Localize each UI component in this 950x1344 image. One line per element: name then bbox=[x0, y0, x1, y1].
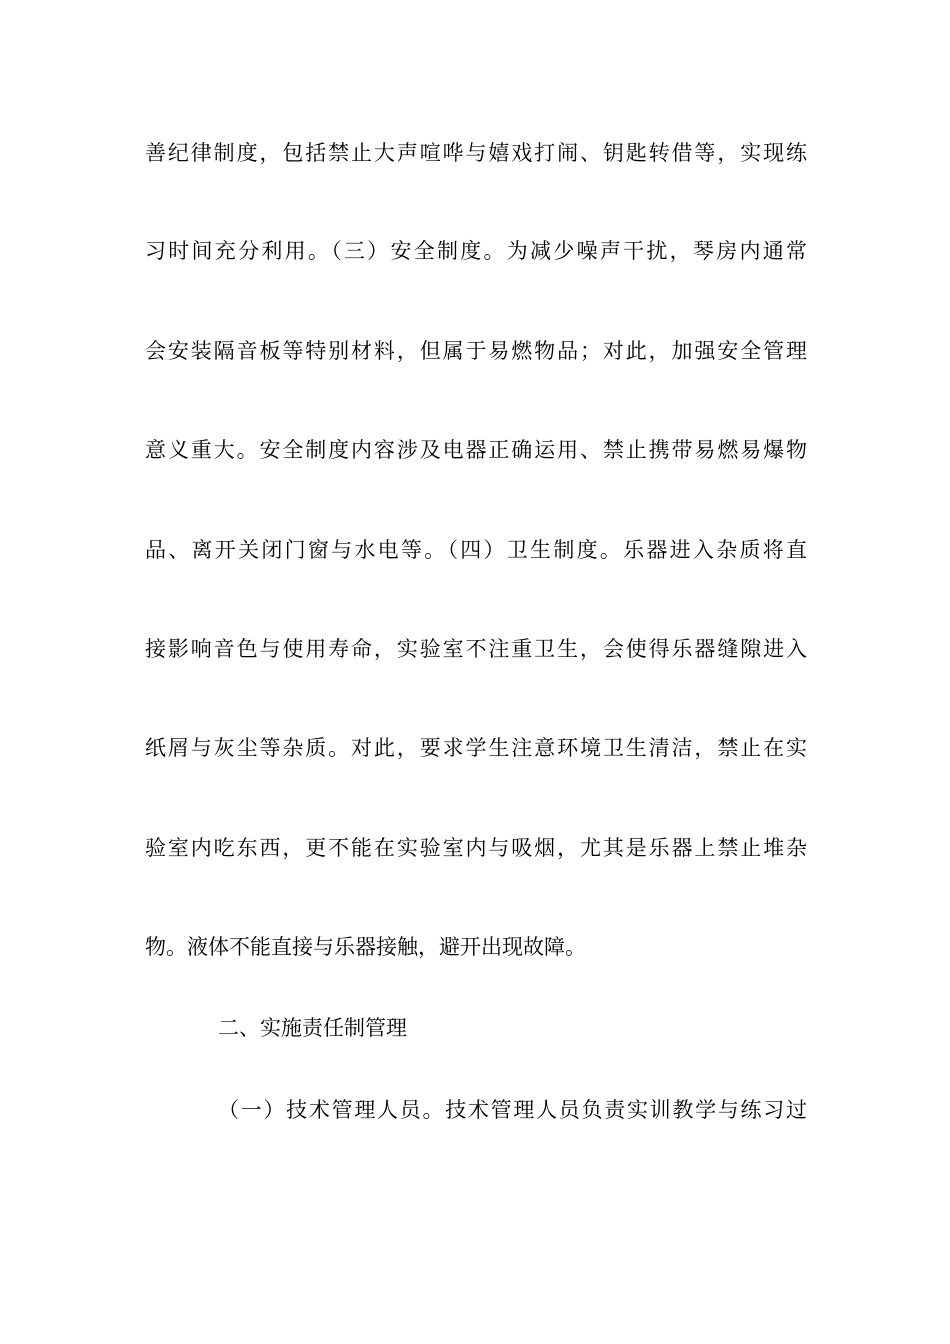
paragraph-line: 会安装隔音板等特别材料，但属于易燃物品；对此，加强安全管理 bbox=[145, 339, 807, 363]
paragraph-line: 品、离开关闭门窗与水电等。（四）卫生制度。乐器进入杂质将直 bbox=[145, 538, 807, 562]
paragraph-line-last: 物。液体不能直接与乐器接触，避开出现故障。 bbox=[145, 935, 586, 959]
paragraph-line: 意义重大。安全制度内容涉及电器正确运用、禁止携带易燃易爆物 bbox=[145, 438, 807, 462]
paragraph-line: 习时间充分利用。（三）安全制度。为减少噪声干扰，琴房内通常 bbox=[145, 239, 807, 263]
section-heading: 二、实施责任制管理 bbox=[218, 1016, 407, 1040]
subsection-line: （一）技术管理人员。技术管理人员负责实训教学与练习过 bbox=[218, 1098, 807, 1122]
paragraph-line: 验室内吃东西，更不能在实验室内与吸烟，尤其是乐器上禁止堆杂 bbox=[145, 836, 807, 860]
paragraph-line: 纸屑与灰尘等杂质。对此，要求学生注意环境卫生清洁，禁止在实 bbox=[145, 736, 807, 760]
paragraph-line: 接影响音色与使用寿命，实验室不注重卫生，会使得乐器缝隙进入 bbox=[145, 637, 807, 661]
paragraph-line: 善纪律制度，包括禁止大声喧哗与嬉戏打闹、钥匙转借等，实现练 bbox=[145, 141, 807, 165]
